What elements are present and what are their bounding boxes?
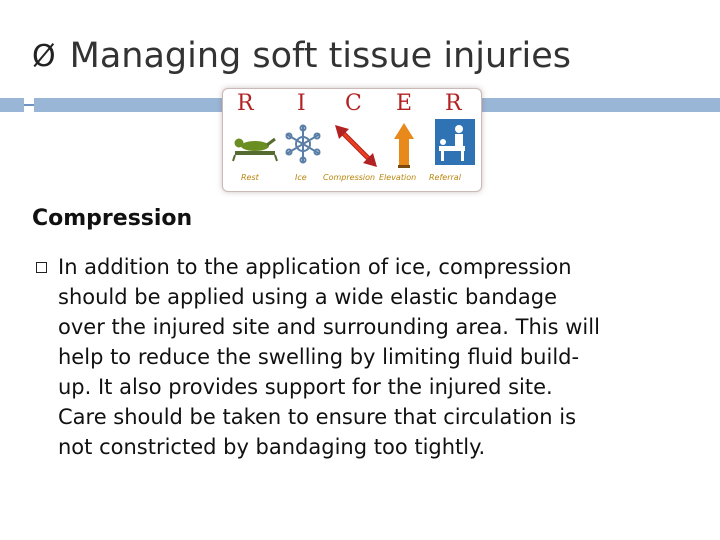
rice-letter-r2: R	[445, 91, 462, 116]
rice-caption-rest: Rest	[241, 173, 259, 182]
rice-letter-c: C	[345, 91, 362, 116]
body-line: should be applied using a wide elastic bandage	[58, 285, 557, 309]
rice-letter-r: R	[237, 91, 254, 116]
square-bullet-icon	[36, 262, 47, 273]
body-line: not constricted by bandaging too tightly.	[58, 435, 486, 459]
ice-snowflake-icon	[286, 125, 320, 163]
rice-letters	[223, 91, 481, 115]
section-heading: Compression	[32, 206, 193, 231]
person-resting-icon	[233, 139, 277, 162]
body-line: Care should be taken to ensure that circulation is	[58, 405, 577, 429]
rice-letter-e: E	[396, 91, 413, 116]
rice-captions	[223, 173, 481, 187]
slide-title	[32, 36, 571, 76]
body-line: In addition to the application of ice, compression	[58, 255, 572, 279]
body-line: over the injured site and surrounding area. This will	[58, 315, 600, 339]
rice-icons	[223, 115, 481, 173]
accent-bar-left	[0, 98, 24, 112]
rice-caption-referral: Referral	[429, 173, 461, 182]
title-bullet-icon: Ø	[32, 38, 56, 74]
rice-caption-ice: Ice	[295, 173, 307, 182]
rice-letter-i: I	[297, 91, 306, 116]
referral-doctor-icon	[435, 119, 475, 165]
compression-arrows-icon	[335, 125, 377, 167]
rice-figure	[222, 88, 482, 192]
rice-caption-compression: Compression	[323, 173, 376, 182]
slide-title-text: Managing soft tissue injuries	[69, 36, 572, 76]
elevation-arrow-icon	[394, 123, 414, 168]
body-line: help to reduce the swelling by limiting fluid build-	[58, 345, 580, 369]
body-paragraph	[58, 252, 678, 462]
rice-caption-elevation: Elevation	[379, 173, 417, 182]
body-line: up. It also provides support for the injured site.	[58, 375, 553, 399]
